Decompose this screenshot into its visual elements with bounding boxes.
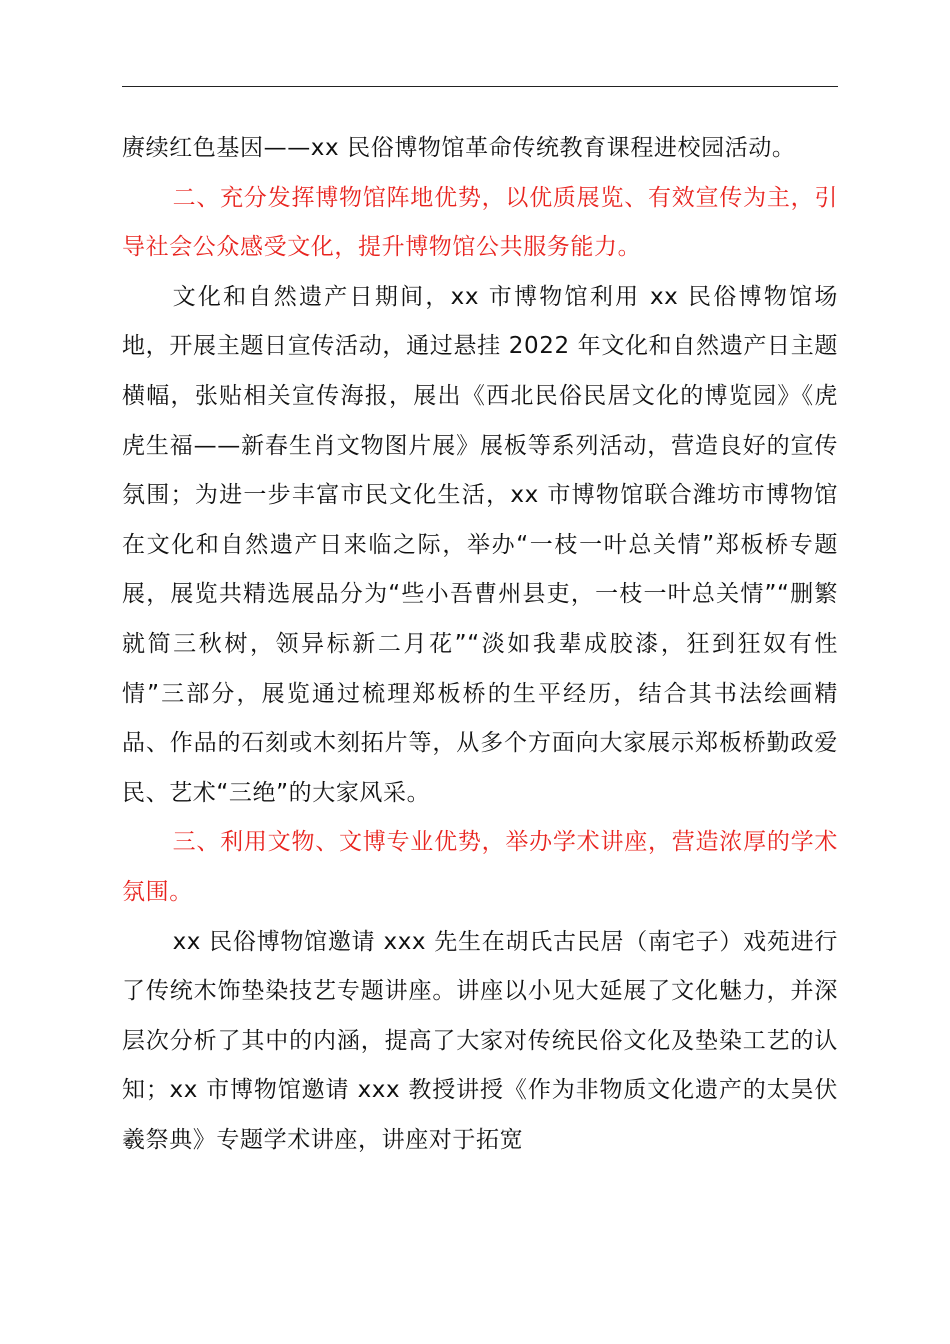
section-heading-2: 二、充分发挥博物馆阵地优势，以优质展览、有效宣传为主，引导社会公众感受文化，提升博物馆公共服务能力。	[122, 184, 838, 261]
header-rule	[122, 86, 838, 87]
document-body	[122, 124, 838, 1165]
paragraph-lectures: xx 民俗博物馆邀请 xxx 先生在胡氏古民居（南宅子）戏苑进行了传统木饰垫染技艺专题讲座。讲座以小见大延展了文化魅力，并深层次分析了其中的内涵，提高了大家对传统民俗文化及垫染工艺的认知；xx 市博物馆邀请 xxx 教授讲授《作为非物质文化遗产的太昊伏羲祭典》专题学术讲座，讲座对于拓宽	[122, 928, 838, 1153]
paragraph-continuation: 赓续红色基因——xx 民俗博物馆革命传统教育课程进校园活动。	[122, 135, 796, 161]
section-heading-3: 三、利用文物、文博专业优势，举办学术讲座，营造浓厚的学术氛围。	[122, 829, 838, 905]
paragraph-heritage-day: 文化和自然遗产日期间，xx 市博物馆利用 xx 民俗博物馆场地，开展主题日宣传活动，通过悬挂 2022 年文化和自然遗产日主题横幅，张贴相关宣传海报，展出《西北民俗民居文化的博览园》《虎虎生福——新春生肖文物图片展》展板等系列活动，营造良好的宣传氛围；为进一步丰富市民文化生活，xx 市博物馆联合潍坊市博物馆在文化和自然遗产日来临之际，举办“一枝一叶总关情”郑板桥专题展，展览共精选展品分为“些小吾曹州县吏，一枝一叶总关情”“删繁就简三秋树，领异标新二月花”“淡如我辈成胶漆，狂到狂奴有性情”三部分，展览通过梳理郑板桥的生平经历，结合其书法绘画精品、作品的石刻或木刻拓片等，从多个方面向大家展示郑板桥勤政爱民、艺术“三绝”的大家风采。	[122, 283, 838, 806]
